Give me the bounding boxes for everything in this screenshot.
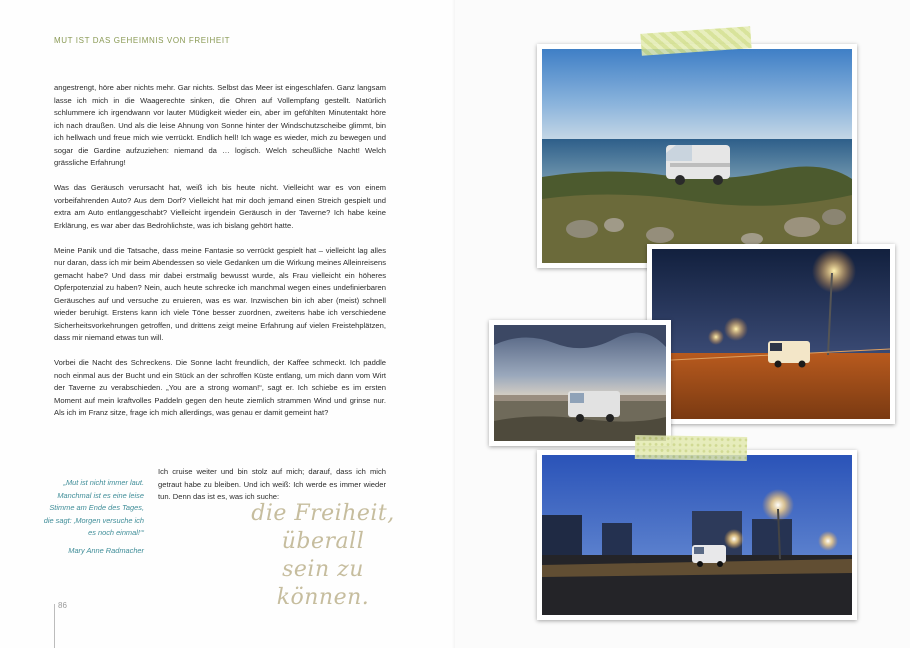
photo-van-cloudy-shore [489, 320, 671, 446]
script-line: überall [281, 529, 365, 554]
page-rule [54, 604, 55, 648]
paragraph: Was das Geräusch verursacht hat, weiß ich bis heute nicht. Vielleicht war es von einem vorbeifahrenden Auto? Aus dem Dorf? Vielleicht hat mir doch jemand einen Streich gespielt und extra am Auto entlanggeschabt? Vielleicht irgendein Geräusch in der Taverne? Ich habe keine Erklärung, es war aber das Bedrohlichste, was ich bislang gehört hatte. [54, 183, 386, 230]
van-graphic [666, 145, 730, 185]
paragraph: angestrengt, höre aber nichts mehr. Gar nichts. Selbst das Meer ist eingeschlafen. Ganz langsam lasse ich mich in die Waagerechte sinken, die Ohren auf Vollempfang gestellt. Natürlich schlummere ich irgendwann vor lauter Müdigkeit wieder ein, aber im gefühlten Minutentakt höre ich nach draußen. Und als die leise Ahnung von Sonne hinter der Windschutzscheibe glimmt, bin ich hellwach und freue mich wie verrückt. Endlich hell! Ich wage es wieder, mich zu bewegen und sogar die Gardine aufzuziehen: niemand da … logisch. Welch scheußliche Nacht! Welch grässliche Erfahrung! [54, 83, 386, 167]
photo-van-seaside-image [542, 49, 852, 263]
quote-text: „Mut ist nicht immer laut. Manchmal ist es eine leise Stimme am Ende des Tages, die sagt: ‚Morgen versuche ich es noch einmal!‘“ [43, 478, 144, 537]
right-page [455, 0, 910, 648]
photo-van-city-dusk-image [542, 455, 852, 615]
script-line: sein zu können. [276, 557, 370, 610]
paragraph: Meine Panik und die Tatsache, dass meine Fantasie so verrückt gespielt hat – vielleicht lag alles nur daran, dass ich mir beim Abendessen so viele Gedanken um die Wirkung meines Alleinreisens gemacht habe? Und dass mir dabei erstmalig bewusst wurde, als Frau vielleicht ein höheres Opferpotenzial zu haben? Nein, auch heute schrecke ich manchmal wegen eines undefinierbaren Geräusches auf und versuche zu eruieren, was es war. Inzwischen bin ich aber (meist) schnell wieder beruhigt. Erstens kann ich viele Töne besser zuordnen, zweitens habe ich verschiedene Sicherheitsvorkehrungen getroffen, und drittens zeigt meine Erfahrung auf vielen Freistehplätzen, dass mir niemand etwas tun will. [54, 245, 386, 342]
script-lettering [238, 500, 408, 612]
paragraph: Vorbei die Nacht des Schreckens. Die Sonne lacht freundlich, der Kaffee schmeckt. Ich paddle noch einmal aus der Bucht und ein Stück an der schroffen Küste entlang, um mich dann vom Wirt der Taverne zu verabschieden. „You are a strong woman!“, sagt er. Ich schiebe es im ersten Moment auf mein kraftvolles Paddeln gegen den heute ziemlich strammen Wind und grinse nur. Als ich im Franz sitze, frage ich mich allerdings, was genau er damit gemeint hat? [54, 358, 386, 417]
washi-tape [635, 435, 747, 461]
body-text [54, 82, 386, 420]
running-head: MUT IST DAS GEHEIMNIS VON FREIHEIT [54, 36, 231, 45]
pull-quote [40, 477, 144, 557]
photo-van-seaside [537, 44, 857, 268]
closing-paragraph: Ich cruise weiter und bin stolz auf mich; darauf, dass ich mich getraut habe zu bleiben. Und ich weiß: Ich werde es immer wieder tun. Denn das ist es, was ich suche: [158, 467, 386, 501]
page-number: 86 [58, 601, 67, 610]
photo-van-cloudy-shore-image [494, 325, 666, 441]
photo-van-night-street-image [652, 249, 890, 419]
quote-author: Mary Anne Radmacher [68, 545, 144, 555]
script-line: die Freiheit, [251, 501, 395, 526]
photo-van-night-street [647, 244, 895, 424]
photo-van-city-dusk [537, 450, 857, 620]
